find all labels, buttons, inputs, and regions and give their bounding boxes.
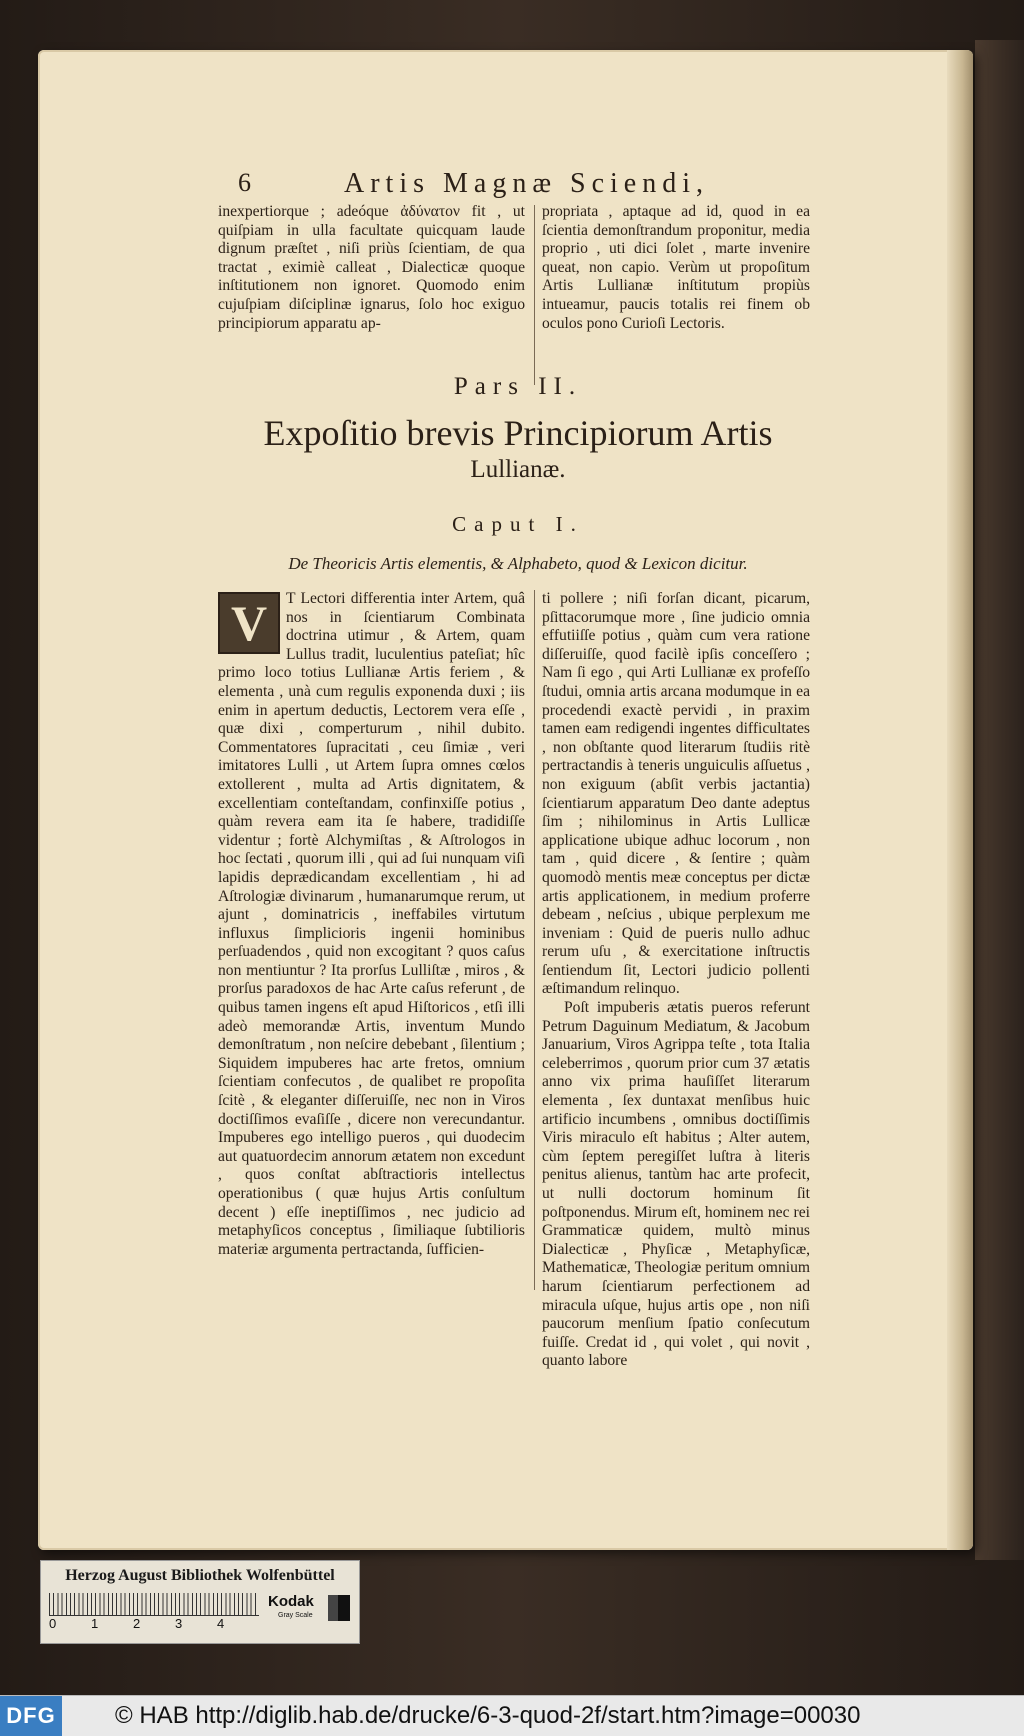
library-calibration-card [40, 1560, 360, 1644]
scale-ruler [49, 1593, 259, 1616]
top-column-right: propriata , aptaque ad id, quod in ea ſcientia demonſtrandum proponitur, media proprio , uti dici ſolet , marte invenire queat, non capio. Verùm ut propoſitum Artis Lullianæ inſtitutum propiùs intueamur, paucis totalis rei finem ob oculos pono Curioſi Lectoris. [542, 203, 810, 332]
section-title-line2: Lullianæ. [470, 456, 566, 483]
ruler-labels [49, 1616, 259, 1634]
body-right-paragraph-1: ti pollere ; niſi forſan dicant, picarum, pſittacorumque more , ſine judicio omnia effutiiſſe potius , quàm cum vera ratione diſſeruiſſe, quod facilè ipſis conceſſero ; Nam ſi ego , qui Arti Lullianæ ex profeſſo ſtudui, omnia artis arcana modumque in ea procedendi exactè pervidi , in praxim tamen eam redigendi ingentes difficultates , non obſtante quod literarum ſtudiis ritè pertractandis à teneris unguiculis aſſuetus , non exiguum (abſit verbis jactantia) ſcientiarum apparatum Deo dante adeptus ſim ; nihilominus in Artis Lullicæ applicatione ubique adhuc locorum , non tam , quid dicere , & ſentire ; quàm quomodò mentis meæ conceptus per dictæ artis applicationem, in medium proferre debeam , neſcius , ubique perplexum me inveniam : Quid de pueris nullo adhuc rerum uſu , & exercitatione inſtructis ſentiendum ſit, Lectori judicio pollenti æſtimandum relinquo. [542, 590, 810, 998]
ruler-label: 0 [49, 1616, 57, 1631]
ruler-label: 2 [133, 1616, 141, 1631]
book-page [38, 50, 973, 1550]
running-head-title: Artis Magnæ Sciendi, [344, 168, 709, 199]
ruler-label: 3 [175, 1616, 183, 1631]
ruler-label: 1 [91, 1616, 99, 1631]
black-swatch [338, 1595, 350, 1621]
gray-swatch [328, 1595, 338, 1621]
drop-cap: V [218, 592, 280, 654]
facing-page-edge [975, 40, 1024, 1560]
body-column-right [542, 590, 810, 1371]
ruler-label: 4 [217, 1616, 225, 1631]
kodak-label: Kodak [268, 1593, 314, 1610]
top-column-left: inexpertiorque ; adeóque ἀδύνατον fit , ut quiſpiam in ulla facultate quicquam laude dignum præſtet , niſi priùs ſcientiam, de qua tractat , eximiè calleat , Dialecticæ quoque inſtitutionem non ignoret. Quomodo enim cujuſpiam diſciplinæ ignarus, ſolo hoc exiguo principiorum apparatu ap- [218, 203, 525, 332]
body-left-text: T Lectori differentia inter Artem, quâ nos in ſcientiarum Combinata doctrina utimur , & Artem, quam Lullus tradit, luculentius pateſiat; hîc primo loco totius Lullianæ Artis feriem , & elementa , unà cum regulis exponenda duxi ; iis enim in apertum deductis, Lectorem vera eſſe , quæ dixi , comperturum , nihil dubito. Commentatores ſupracitati , ceu ſimiæ , veri imitatores Lulli , ut Artem ſupra omnes cœlos extollerent , multa ad Artis dignitatem, & excellentiam conteſtandam, confinxiſſe potius , quàm revera eam ita ſe habere, tradidiſſe videntur ; fortè Alchymiſtas , & Aſtrologos in hoc ſectati , quorum illi , qui ad ſui nunquam viſi lapidis deprædicandam excellentiam , hi ad Aſtrologiæ divinarum , humanarumque rerum, ut ajunt , dominatricis , ineffabiles virtutum influxus ſimplicioris ingenii hominibus perſuadendos , quid non excogitant ? quos caſus non mentiuntur ? Ita prorſus Lulliſtæ , miros , & prorſus paradoxos de hac Arte caſus referunt , de quibus tamen ingens eſt apud Hiſtoricos , etſi illi adeò memorandæ Artis, inventum Mundo demonſtratum , non neſcire debebant , ſilentium ; Siquidem impuberes hac arte fretos, omnium ſcientiam confecutos , de qualibet re propoſita ſcitè , & eleganter diſſeruiſſe, nec non in Viros doctiſſimos evaſiſſe , dicere non verecundantur. Impuberes ego intelligo pueros , qui duodecim aut quatuordecim annorum ætatem non excedunt , quos conſtat abſtractioris intellectus operationibus ( quæ hujus Artis conſultum decent ) eſſe ineptiſſimos , nec judicio ad metaphyſicos conceptus , ſimiliaque ſubtilioris materiæ argumenta pertractanda, ſufficien- [218, 590, 525, 1258]
body-column-left [218, 590, 525, 1259]
running-head [238, 168, 778, 208]
dfg-logo: DFG [0, 1696, 62, 1736]
column-divider-body [534, 590, 535, 1290]
kodak-sublabel: Gray Scale [278, 1612, 313, 1619]
body-right-paragraph-2: Poſt impuberis ætatis pueros referunt Petrum Daguinum Mediatum, & Jacobum Januarium, Viros Agrippa teſte , tota Italia celeberrimos , quorum prior cum 37 ætatis anno vix prima hauſiſſet literarum elementa , ſex duntaxat menſibus huic artificio incumbens , omnibus doctiſſimis Viris miraculo eſt habitus ; Alter autem, cùm ſeptem peregiſſet luſtra à literis penitus alienus, tantùm hac arte profecit, ut nulli doctorum hominum ſit poſtponendus. Mirum eſt, hominem nec rei Grammaticæ quidem, multò minus Dialecticæ , Phyſicæ , Metaphyſicæ, Mathematicæ, Theologiæ peritum omnium harum ſcientiarum perfectionem ad miracula uſque, hujus artis ope , non niſi paucorum menſium ſpatio conſecutum fuiſſe. Credat id , qui volet , qui novit , quanto labore [542, 999, 810, 1370]
pars-heading: Pars II. [453, 373, 583, 400]
library-name: Herzog August Bibliothek Wolfenbüttel [65, 1567, 335, 1584]
page-content [38, 50, 973, 1550]
caput-subtitle: De Theoricis Artis elementis, & Alphabeto, quod & Lexicon dicitur. [288, 554, 748, 573]
page-number: 6 [238, 168, 251, 197]
kodak-gray-scale [266, 1593, 351, 1633]
caput-heading: Caput I. [452, 512, 584, 536]
copyright-bar [0, 1695, 1024, 1736]
column-divider-top [534, 205, 535, 385]
section-title: Expoſitio brevis Principiorum Artis [263, 413, 773, 453]
copyright-link[interactable]: © HAB http://diglib.hab.de/drucke/6-3-quod-2f/start.htm?image=00030 [115, 1702, 861, 1729]
